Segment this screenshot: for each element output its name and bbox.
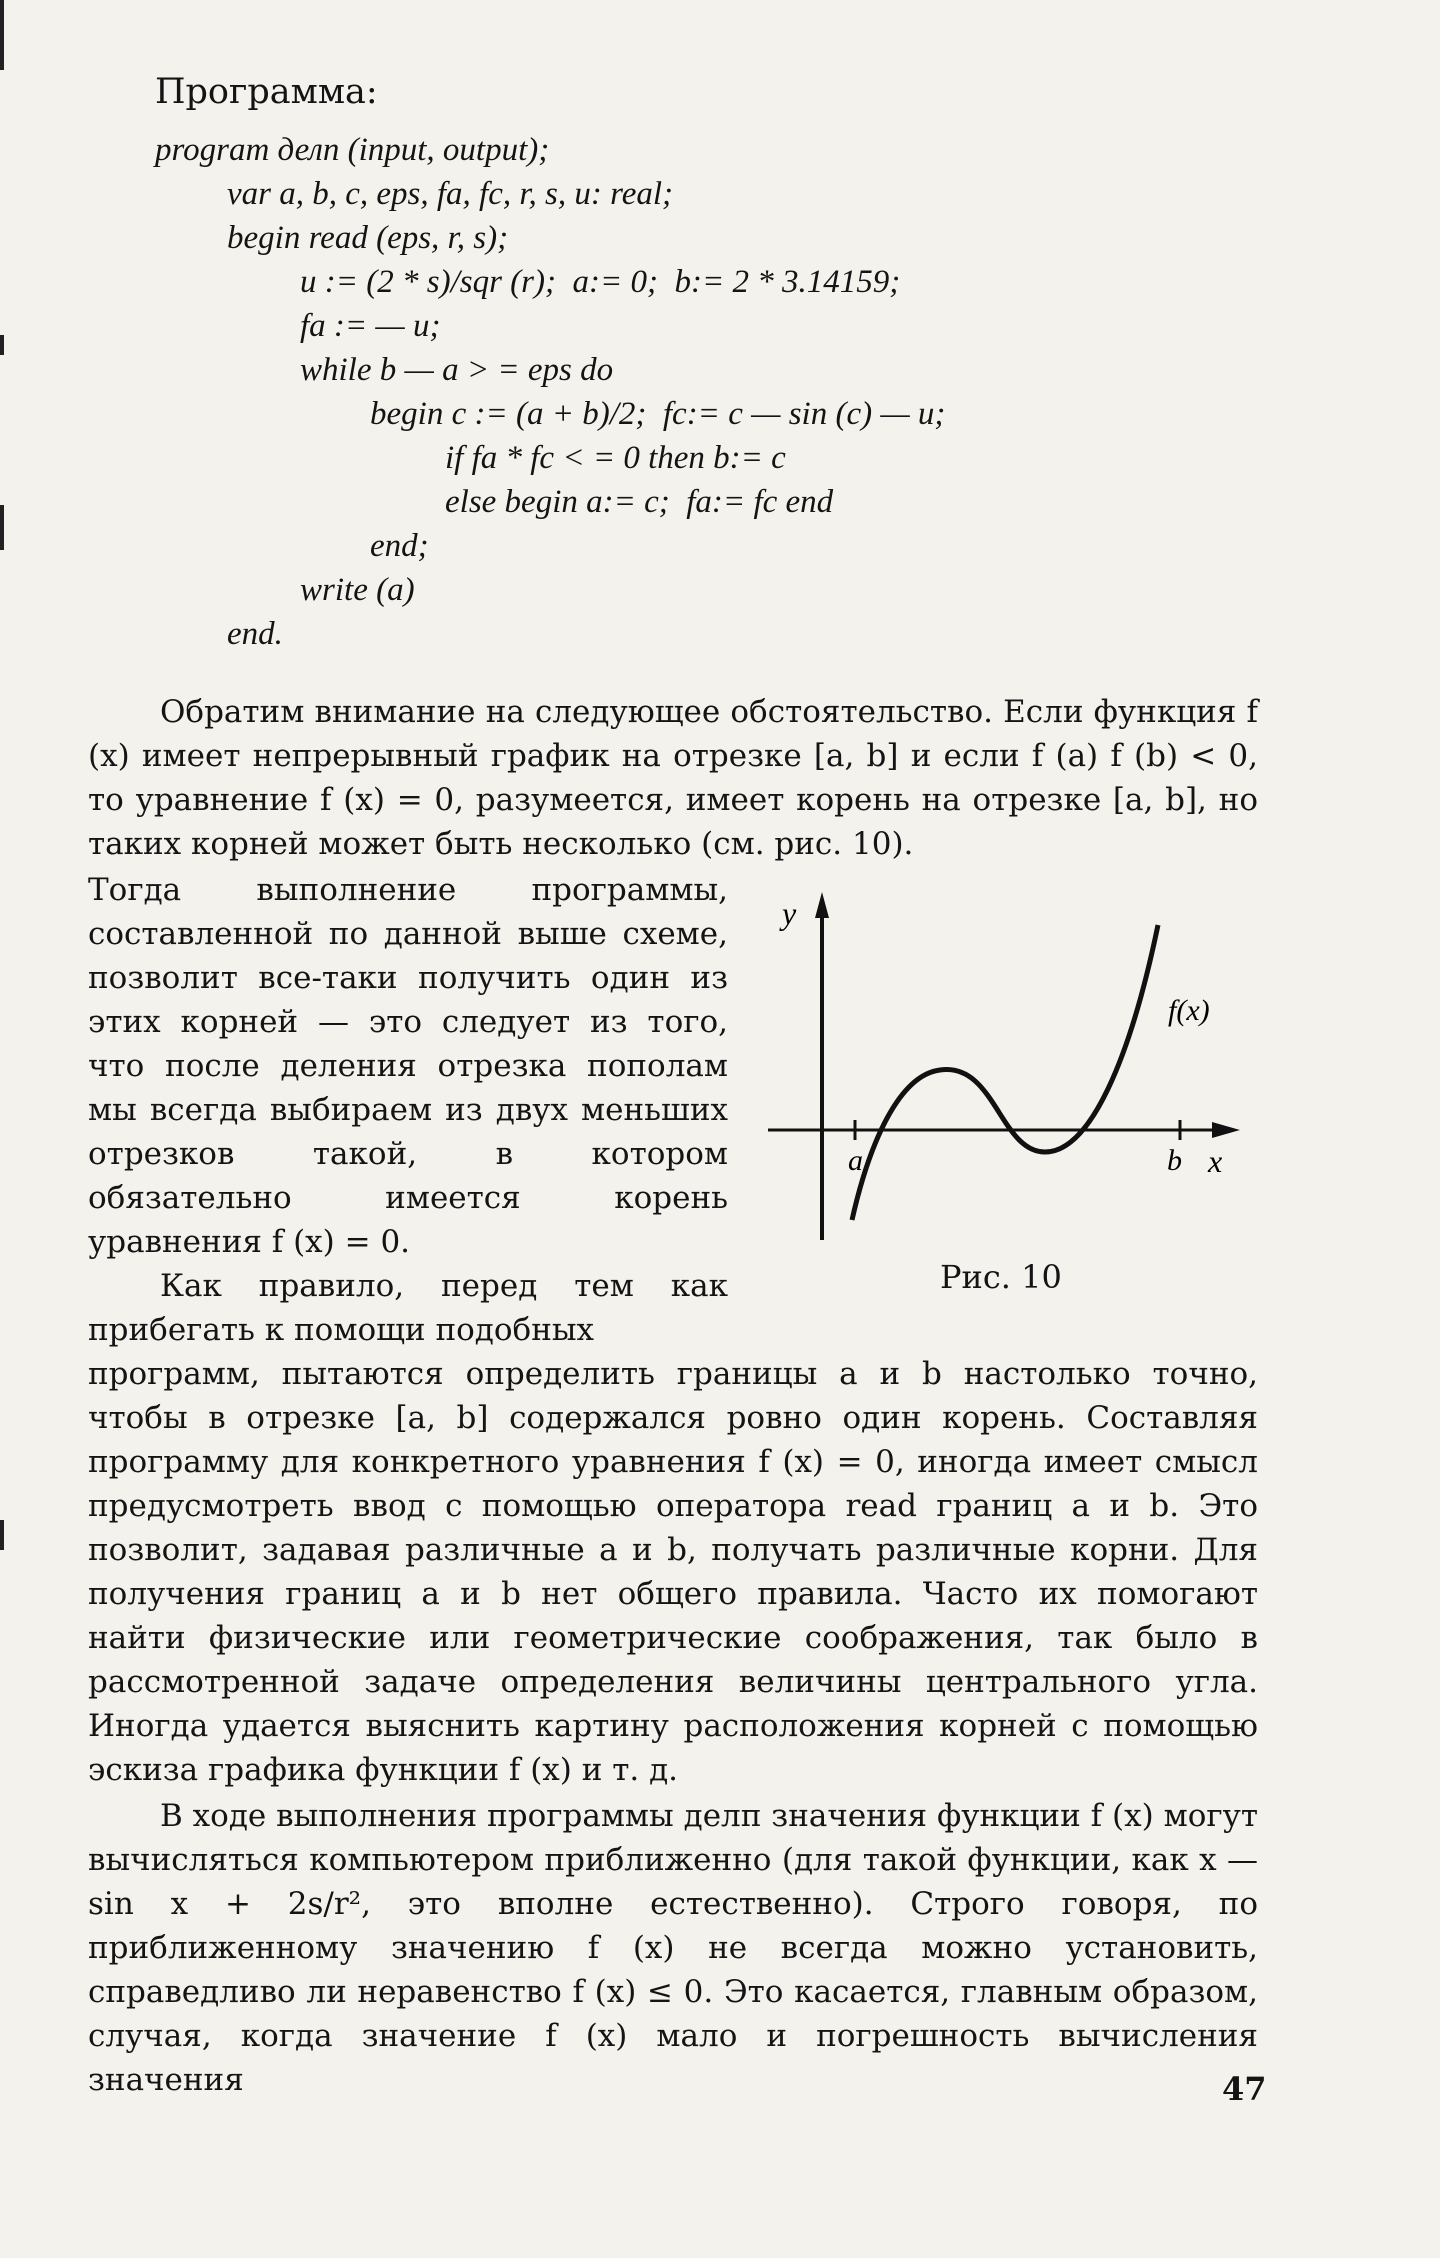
figure-caption: Рис. 10 xyxy=(940,1258,1062,1296)
code-line: u := (2 * s)/sqr (r); a:= 0; b:= 2 * 3.14159; xyxy=(300,264,901,300)
page-number: 47 xyxy=(1222,2070,1267,2108)
y-axis-label: y xyxy=(782,895,797,931)
x-axis-label: x xyxy=(1208,1143,1223,1179)
code-line: write (a) xyxy=(300,572,415,608)
scan-edge-mark xyxy=(0,0,4,70)
scan-edge-mark xyxy=(0,1520,4,1550)
point-b-label: b xyxy=(1167,1144,1182,1177)
code-line: while b — a > = eps do xyxy=(300,352,614,388)
scan-edge-mark xyxy=(0,505,4,550)
function-graph-figure xyxy=(760,890,1260,1300)
code-line: end. xyxy=(227,616,283,652)
code-line: else begin a:= c; fa:= fc end xyxy=(445,484,834,520)
paragraph-approximation: В ходе выполнения программы делп значения функции f (x) могут вычисляться компьютером приближенно (для такой функции, как x — sin x + 2s/r², это вполне естественно). Строго говоря, по приближенному значению f (x) не всегда можно установить, справедливо ли неравенство f (x) ≤ 0. Это касается, главным образом, случая, когда значение f (x) мало и погрешность вычисления значения xyxy=(88,1798,1258,2098)
y-axis-arrow xyxy=(815,892,829,918)
curve-label: f(x) xyxy=(1168,994,1210,1027)
code-line: begin read (eps, r, s); xyxy=(227,220,509,256)
code-listing xyxy=(155,128,945,656)
code-line: var a, b, c, eps, fa, fc, r, s, u: real; xyxy=(227,176,674,212)
paragraph-continuous-root: Обратим внимание на следующее обстоятельство. Если функция f (x) имеет непрерывный график на отрезке [a, b] и если f (a) f (b) < 0, то уравнение f (x) = 0, разумеется, имеет корень на отрезке [a, b], но таких корней может быть несколько (см. рис. 10). xyxy=(88,694,1258,862)
code-line: begin c := (a + b)/2; fc:= c — sin (c) — u; xyxy=(370,396,946,432)
program-heading: Программа: xyxy=(155,72,378,112)
scan-edge-mark xyxy=(0,335,4,355)
paragraph-bounds: программ, пытаются определить границы a и b настолько точно, чтобы в отрезке [a, b] содержался ровно один корень. Составляя программу для конкретного уравнения f (x) = 0, иногда имеет смысл предусмотреть ввод с помощью оператора read границ a и b. Это позволит, задавая различные a и b, получать различные корни. Для получения границ a и b нет общего правила. Часто их помогают найти физические или геометрические соображения, так было в рассмотренной задаче определения величины центрального угла. Иногда удается выяснить картину расположения корней с помощью эскиза графика функции f (x) и т. д. xyxy=(88,1356,1258,1788)
point-a-label: a xyxy=(848,1144,863,1177)
x-axis-arrow xyxy=(1212,1122,1240,1138)
code-line: end; xyxy=(370,528,429,564)
function-curve xyxy=(852,925,1158,1220)
code-line: if fa * fc < = 0 then b:= c xyxy=(445,440,786,476)
paragraph-bounds-intro: Как правило, перед тем как прибегать к помощи подобных xyxy=(88,1268,728,1348)
paragraph-bisection-note: Тогда выполнение программы, составленной по данной выше схеме, позволит все-таки получить один из этих корней — это следует из того, что после деления отрезка пополам мы всегда выбираем из двух меньших отрезков такой, в котором обязательно имеется корень уравнения f (x) = 0. xyxy=(88,872,728,1260)
code-line: fa := — u; xyxy=(300,308,441,344)
code-line: program делп (input, output); xyxy=(155,132,550,168)
